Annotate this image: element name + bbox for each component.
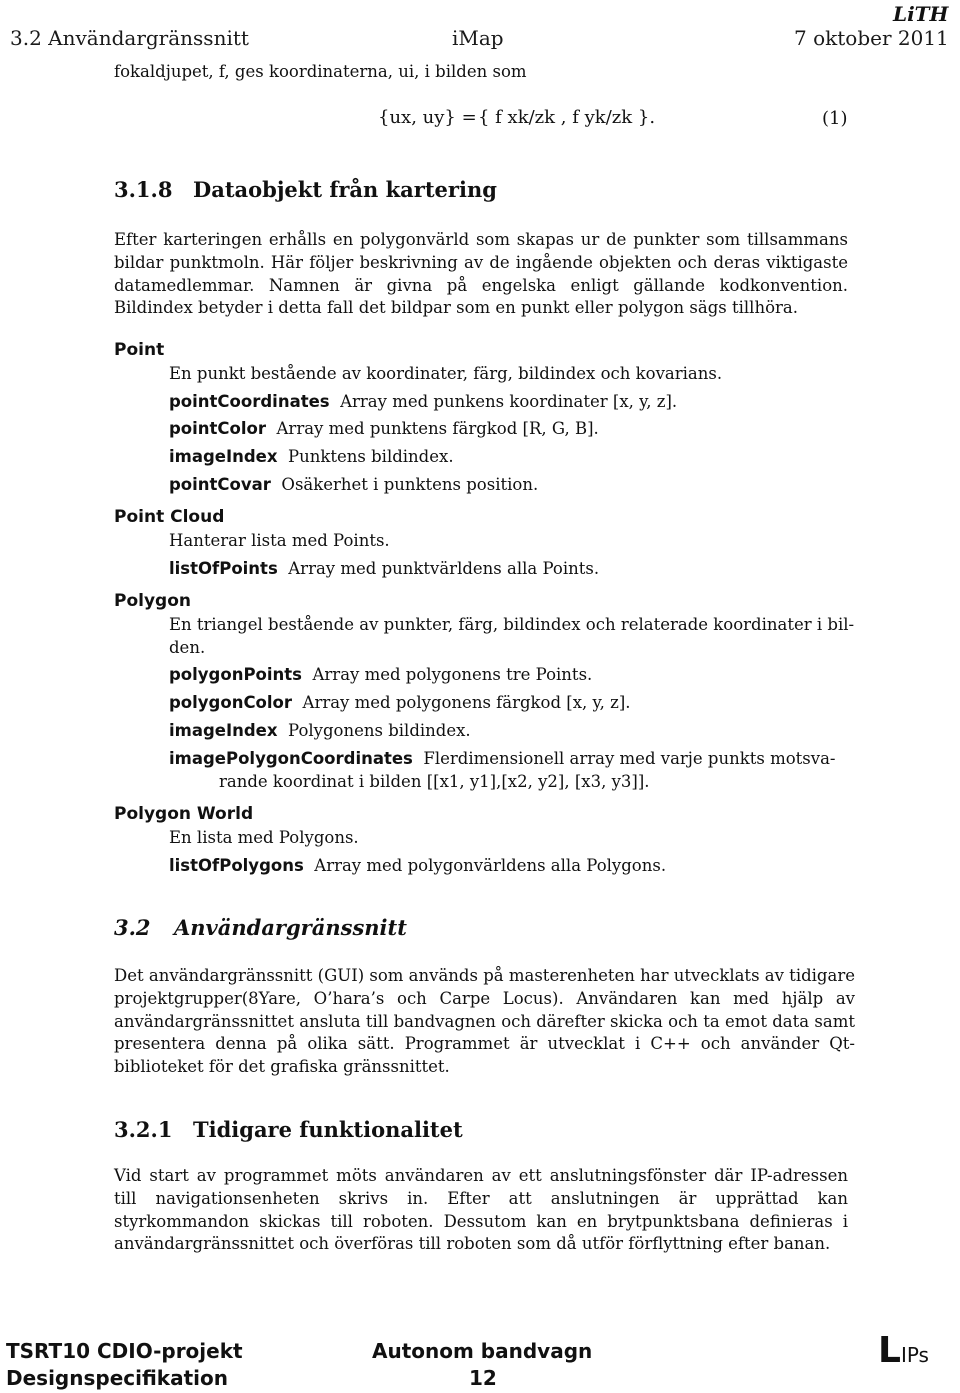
equation-number: (1) — [822, 108, 848, 129]
section-number: 3.1.8 — [114, 177, 173, 202]
def-term-point-cloud: Point Cloud — [114, 507, 225, 527]
def-desc-polygon-world: En lista med Polygons. — [169, 828, 359, 847]
section-number: 3.2 — [114, 915, 151, 940]
def-item-text: Punktens bildindex. — [288, 447, 454, 466]
section-body: Det användargränssnitt (GUI) som används på masterenheten har utvecklats av tidigare projektgrupper(8Yare, O’hara’s och Carpe Locus). Användaren kan med hjälp av användargränssnittet ansluta till bandvagnen och därefter skicka och ta emot data samt presentera denna på olika sätt. Programmet är utvecklat i C++ och använder Qt-biblioteket för det grafiska gränssnittet. — [114, 966, 855, 1077]
def-item — [169, 447, 454, 466]
header-project: iMap — [452, 26, 504, 50]
def-item-key: pointCoordinates — [169, 392, 330, 411]
def-item-text: Array med polygonens tre Points. — [312, 665, 593, 684]
intro-line: fokaldjupet, f, ges koordinaterna, ui, i bilden som — [114, 62, 527, 81]
def-item-key: listOfPolygons — [169, 856, 304, 875]
def-item-text: Array med polygonvärldens alla Polygons. — [314, 856, 667, 875]
header-section: 3.2 Användargränssnitt — [10, 26, 249, 50]
def-desc-point: En punkt bestående av koordinater, färg, bildindex och kovarians. — [169, 364, 723, 383]
def-term-polygon: Polygon — [114, 591, 191, 611]
def-item — [169, 392, 677, 411]
def-item — [169, 475, 538, 494]
def-desc-point-cloud: Hanterar lista med Points. — [169, 531, 390, 550]
def-item-key: polygonPoints — [169, 665, 302, 684]
def-item — [169, 419, 599, 438]
header-date: 7 oktober 2011 — [794, 26, 949, 50]
def-item-key: listOfPoints — [169, 559, 278, 578]
def-desc-polygon-cont: den. — [169, 638, 206, 657]
def-item-text: Array med punktens färgkod [R, G, B]. — [276, 419, 599, 438]
header-org: LiTH — [893, 2, 949, 26]
def-desc-polygon: En triangel bestående av punkter, färg, bildindex och relaterade koordinater i bil- — [169, 615, 855, 634]
section-body: Vid start av programmet möts användaren av ett anslutningsfönster där IP-adressen till navigationsenheten skrivs in. Efter att anslutningen är upprättad kan styrkommandon skickas till roboten. Dessutom kan en brytpunktsbana definieras i användargränssnittet och överföras till roboten som då utför förflyttning efter banan. — [114, 1166, 848, 1254]
def-item-key: polygonColor — [169, 693, 293, 712]
def-item-text: Flerdimensionell array med varje punkts motsva- — [423, 749, 836, 768]
def-item — [169, 693, 631, 712]
lips-logo: LIPs — [878, 1330, 929, 1371]
def-item — [169, 665, 592, 684]
def-item-key: imageIndex — [169, 721, 278, 740]
section-title: Användargränssnitt — [174, 915, 407, 940]
def-item-text: Array med polygonens färgkod [x, y, z]. — [302, 693, 631, 712]
def-item-text: Polygonens bildindex. — [288, 721, 471, 740]
def-item — [169, 856, 666, 875]
def-item-cont: rande koordinat i bilden [[x1, y1],[x2, y2], [x3, y3]]. — [219, 772, 650, 791]
section-title: Dataobjekt från kartering — [193, 177, 497, 202]
def-item-text: Osäkerhet i punktens position. — [281, 475, 539, 494]
def-item-text: Array med punkens koordinater [x, y, z]. — [340, 392, 678, 411]
def-item-key: pointColor — [169, 419, 267, 438]
footer-page-number: 12 — [469, 1366, 497, 1390]
def-item-key: pointCovar — [169, 475, 271, 494]
footer-doc: Designspecifikation — [6, 1366, 228, 1390]
def-item — [169, 559, 599, 578]
section-body: Efter karteringen erhålls en polygonvärld som skapas ur de punkter som tillsammans bildar punktmoln. Här följer beskrivning av de ingående objekten och deras viktigaste datamedlemmar. Namnen är givna på engelska enligt gällande kodkonvention. Bildindex betyder i detta fall det bildpar som en punkt eller polygon sägs tillhöra. — [114, 230, 848, 318]
def-item-text: Array med punktvärldens alla Points. — [288, 559, 600, 578]
def-term-polygon-world: Polygon World — [114, 804, 254, 824]
equation-rhs: { f xk/zk , f yk/zk }. — [478, 107, 656, 128]
section-number: 3.2.1 — [114, 1117, 173, 1142]
def-item-key: imagePolygonCoordinates — [169, 749, 413, 768]
def-term-point: Point — [114, 340, 165, 360]
footer-project: Autonom bandvagn — [372, 1339, 593, 1363]
def-item — [169, 749, 836, 768]
section-title: Tidigare funktionalitet — [193, 1117, 463, 1142]
def-item — [169, 721, 471, 740]
footer-course: TSRT10 CDIO-projekt — [6, 1339, 243, 1363]
def-item-key: imageIndex — [169, 447, 278, 466]
equation-lhs: {ux, uy} = — [378, 107, 477, 128]
